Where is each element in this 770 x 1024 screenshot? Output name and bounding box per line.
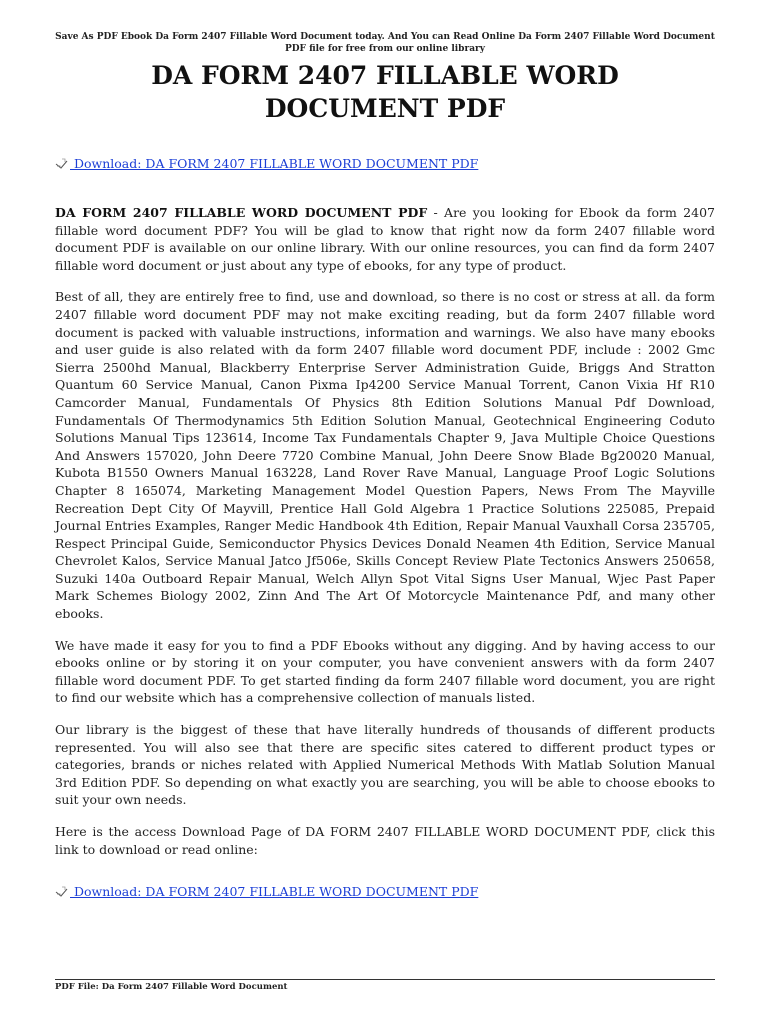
paragraph-easy: We have made it easy for you to find a PDF Ebooks without any digging. And by having access to our ebooks online or by storing it on your computer, you have convenient answers with da form 2407 fillable word document PDF. To get started finding da form 2407 fillable word document, you are right to find our website which has a comprehensive collection of manuals listed. [55, 637, 715, 706]
download-icon [55, 886, 68, 897]
title-line-1: DA FORM 2407 FILLABLE WORD [151, 61, 619, 90]
download-link-bottom[interactable] [55, 884, 715, 900]
download-icon [55, 158, 68, 169]
page-header [55, 31, 715, 55]
intro-text: - Are you looking for Ebook da form 2407 fillable word document PDF? You will be glad to know that right now da form 2407 fillable word document PDF is available on our online library. With our online resources, you can find da form 2407 fillable word document or just about any type of ebooks, for any type of product. [55, 205, 715, 273]
intro-bold-title: DA FORM 2407 FILLABLE WORD DOCUMENT PDF [55, 205, 428, 220]
paragraph-intro [55, 204, 715, 274]
footer-divider [55, 979, 715, 980]
paragraph-access: Here is the access Download Page of DA FORM 2407 FILLABLE WORD DOCUMENT PDF, click this link to download or read online: [55, 824, 715, 857]
title-line-2: DOCUMENT PDF [264, 94, 506, 123]
download-link-label: Download: DA FORM 2407 FILLABLE WORD DOCUMENT PDF [70, 156, 479, 171]
paragraph-library: Our library is the biggest of these that have literally hundreds of thousands of different products represented. You will also see that there are specific sites catered to different product types or categories, brands or niches related with Applied Numerical Methods With Matlab Solution Manual 3rd Edition PDF. So depending on what exactly you are searching, you will be able to choose ebooks to suit your own needs. [55, 722, 715, 808]
paragraph-list: Best of all, they are entirely free to find, use and download, so there is no cost or stress at all. da form 2407 fillable word document PDF may not make exciting reading, but da form 2407 fillable word document is packed with valuable instructions, information and warnings. We also have many ebooks and user guide is also related with da form 2407 fillable word document PDF, include : 2002 Gmc Sierra 2500hd Manual, Blackberry Enterprise Server Administration Guide, Briggs And Stratton Quantum 60 Service Manual, Canon Pixma Ip4200 Service Manual Torrent, Canon Vixia Hf R10 Camcorder Manual, Fundamentals Of Physics 8th Edition Solutions Manual Pdf Download, Fundamentals Of Thermodynamics 5th Edition Solution Manual, Geotechnical Engineering Coduto Solutions Manual Tips 123614, Income Tax Fundamentals Chapter 9, Java Multiple Choice Questions And Answers 157020, John Deere 7720 Combine Manual, John Deere Snow Blade Bg20020 Manual, Kubota B1550 Owners Manual 163228, Land Rover Rave Manual, Language Proof Logic Solutions Chapter 8 165074, Marketing Management Model Question Papers, News From The Mayville Recreation Dept City Of Mayvill, Prentice Hall Gold Algebra 1 Practice Solutions 225085, Prepaid Journal Entries Examples, Ranger Medic Handbook 4th Edition, Repair Manual Vauxhall Corsa 235705, Respect Principal Guide, Semiconductor Physics Devices Donald Neamen 4th Edition, Service Manual Chevrolet Kalos, Service Manual Jatco Jf506e, Skills Concept Review Plate Tectonics Answers 250658, Suzuki 140a Outboard Repair Manual, Welch Allyn Spot Vital Signs User Manual, Wjec Past Paper Mark Schemes Biology 2002, Zinn And The Art Of Motorcycle Maintenance Pdf, and many other ebooks. [55, 289, 715, 622]
page-title [55, 59, 715, 125]
body-text [55, 204, 715, 872]
download-link-label: Download: DA FORM 2407 FILLABLE WORD DOCUMENT PDF [70, 884, 479, 899]
header-line-2: PDF file for free from our online library [284, 44, 486, 54]
header-line-1: Save As PDF Ebook Da Form 2407 Fillable Word Document today. And You can Read Online Da Form 2407 Fillable Word Document [55, 32, 715, 42]
page-footer: PDF File: Da Form 2407 Fillable Word Document [55, 982, 288, 992]
download-link-top[interactable] [55, 156, 715, 172]
